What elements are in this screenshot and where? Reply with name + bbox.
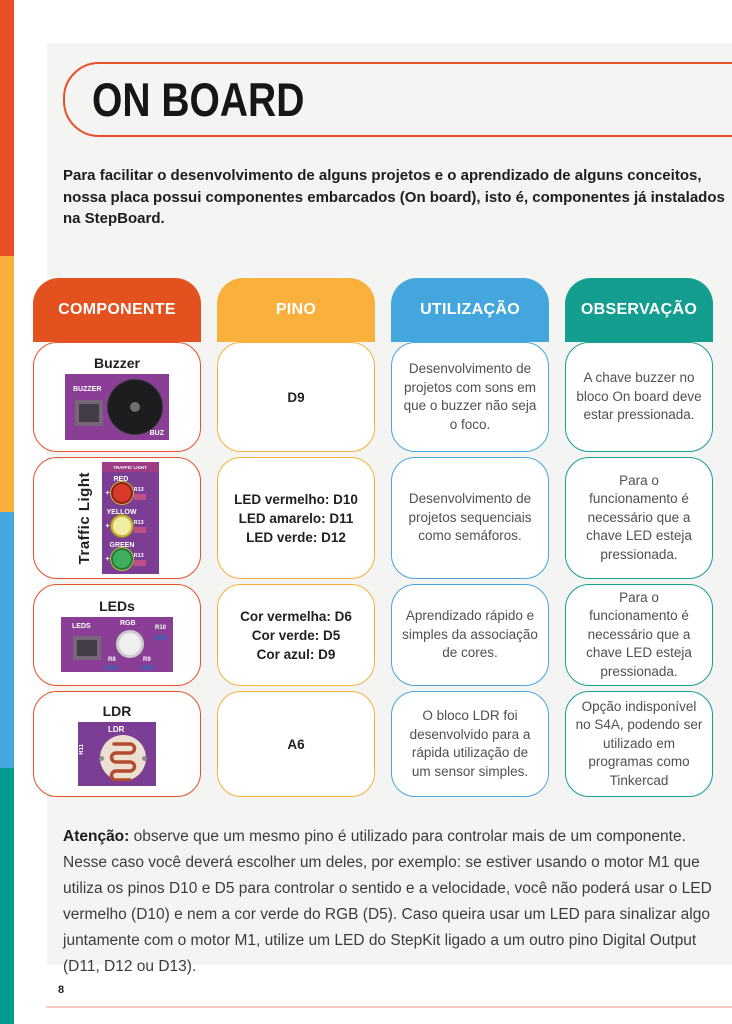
ldr-board-image xyxy=(78,722,156,786)
cell-trafficlight-note xyxy=(565,457,713,579)
header-pino: PINO xyxy=(217,278,375,342)
attention-paragraph xyxy=(63,824,712,980)
trafficlight-title: TRAFFIC LIGHT xyxy=(102,462,159,472)
pin-value: LED vermelho: D10 xyxy=(234,491,358,507)
page-title: ON BOARD xyxy=(92,73,305,126)
ldr-board-text: LDR xyxy=(108,724,125,734)
led-group-red xyxy=(102,476,159,502)
resistor-icon xyxy=(134,527,146,533)
column-observacao xyxy=(565,278,713,802)
cell-leds-use xyxy=(391,584,549,686)
red-led-icon xyxy=(113,484,131,502)
cell-ldr-note xyxy=(565,691,713,797)
pin-value: LED amarelo: D11 xyxy=(238,510,354,526)
left-color-stripe xyxy=(0,0,14,1024)
column-pino xyxy=(217,278,375,802)
yellow-led-icon xyxy=(113,517,131,535)
stripe-segment-blue xyxy=(0,512,14,768)
column-utilizacao xyxy=(391,278,549,802)
intro-line: Para facilitar o desenvolvimento de alguns projetos e o aprendizado de alguns conceitos, xyxy=(63,167,702,184)
attention-line: (D11, D12 ou D13). xyxy=(63,958,197,975)
cell-buzzer-component xyxy=(33,342,201,452)
resistor-label: R13 xyxy=(133,519,144,526)
component-label-vertical: Traffic Light xyxy=(75,471,93,565)
plus-mark: + xyxy=(105,555,110,563)
stripe-segment-yellow xyxy=(0,256,14,512)
footer-divider-line xyxy=(46,1006,732,1008)
cell-leds-note xyxy=(565,584,713,686)
cell-leds-pin xyxy=(217,584,375,686)
component-label: Buzzer xyxy=(94,354,140,371)
component-label: LEDs xyxy=(99,598,135,614)
cell-trafficlight-component xyxy=(33,457,201,579)
rgb-label: RGB xyxy=(120,620,136,627)
resistor-label: R13 xyxy=(133,552,144,559)
note-text: Opção indisponível no S4A, podendo ser utilizado em programas como Tinkercad xyxy=(575,698,703,788)
pin-value: Cor vermelha: D6 xyxy=(240,608,352,624)
led-label: GREEN xyxy=(109,542,135,549)
use-text: Desenvolvimento de projetos sequenciais como semáforos. xyxy=(408,491,532,544)
header-componente: COMPONENTE xyxy=(33,278,201,342)
led-group-green xyxy=(102,542,159,568)
r10-label: R10 xyxy=(154,625,166,631)
r9-resistor-icon xyxy=(141,665,154,670)
attention-text: observe que um mesmo pino é utilizado para controlar mais de um componente. xyxy=(129,828,686,845)
buz-label: BUZ xyxy=(149,429,164,437)
buzzer-board-image xyxy=(65,374,169,440)
ldr-squiggle-icon xyxy=(100,735,146,781)
green-led-icon xyxy=(113,550,131,568)
component-label: LDR xyxy=(102,702,132,719)
cell-trafficlight-use xyxy=(391,457,549,579)
pin-value: A6 xyxy=(287,736,305,752)
leds-board-image xyxy=(61,617,173,672)
rgb-led-icon xyxy=(116,630,144,658)
note-text: A chave buzzer no bloco On board deve estar pressionada. xyxy=(576,370,702,423)
cell-buzzer-pin xyxy=(217,342,375,452)
attention-label: Atenção: xyxy=(63,828,130,845)
note-text: Para o funcionamento é necessário que a chave LED esteja pressionada. xyxy=(586,472,692,562)
leds-board-text: LEDS xyxy=(72,623,91,630)
pin-value: LED verde: D12 xyxy=(246,529,346,545)
header-observacao: OBSERVAÇÃO xyxy=(565,278,713,342)
use-text: Desenvolvimento de projetos com sons em que o buzzer não seja o foco. xyxy=(403,361,537,432)
resistor-icon xyxy=(134,494,146,500)
cell-buzzer-use xyxy=(391,342,549,452)
attention-line: Nesse caso você deverá escolher um deles, por exemplo: se estiver usando o motor M1 que xyxy=(63,854,700,871)
r8-label: R8 xyxy=(108,657,116,663)
intro-paragraph xyxy=(63,165,725,230)
r11-label: R11 xyxy=(79,743,85,755)
resistor-icon xyxy=(134,560,146,566)
attention-line: juntamente com o motor M1, utilize um LED do StepKit ligado a um outro pino Digital Output xyxy=(63,932,697,949)
pin-value: Cor azul: D9 xyxy=(256,646,336,662)
cell-ldr-component xyxy=(33,691,201,797)
plus-mark: + xyxy=(105,489,110,497)
ldr-sensor-icon xyxy=(100,735,146,781)
buzzer-button-icon xyxy=(75,400,103,426)
cell-trafficlight-pin xyxy=(217,457,375,579)
cell-ldr-use xyxy=(391,691,549,797)
r9-label: R9 xyxy=(143,657,151,663)
note-text: Para o funcionamento é necessário que a chave LED esteja pressionada. xyxy=(586,589,692,679)
pin-value: Cor verde: D5 xyxy=(251,627,341,643)
use-text: O bloco LDR foi desenvolvido para a rápida utilização de um sensor simples. xyxy=(409,708,531,779)
leds-button-icon xyxy=(73,636,101,660)
title-box xyxy=(63,62,732,137)
trafficlight-board-image xyxy=(102,462,159,574)
cell-ldr-pin xyxy=(217,691,375,797)
buzzer-disc-icon xyxy=(107,379,163,435)
intro-line: nossa placa possui componentes embarcados (On board), isto é, componentes já instalados xyxy=(63,188,725,206)
stripe-segment-red xyxy=(0,0,14,256)
ldr-pad-right xyxy=(142,756,147,761)
stripe-segment-teal xyxy=(0,768,14,1024)
intro-line: na StepBoard. xyxy=(63,210,165,227)
r8-resistor-icon xyxy=(105,665,118,670)
attention-line: vermelho (D10) e nem a cor verde do RGB (D5). Caso queira usar um LED para sinalizar algo xyxy=(63,906,710,923)
cell-leds-component xyxy=(33,584,201,686)
r10-resistor-icon xyxy=(154,635,167,640)
use-text: Aprendizado rápido e simples da associação de cores. xyxy=(402,608,538,661)
column-componente xyxy=(33,278,201,802)
led-label: RED xyxy=(113,476,129,483)
trafficlight-wrap xyxy=(76,462,159,574)
buzzer-board-text: BUZZER xyxy=(73,385,102,393)
resistor-label: R13 xyxy=(133,486,144,493)
header-utilizacao: UTILIZAÇÃO xyxy=(391,278,549,342)
attention-line xyxy=(63,824,712,850)
plus-mark: + xyxy=(105,522,110,530)
led-label: YELLOW xyxy=(106,509,137,516)
cell-buzzer-note xyxy=(565,342,713,452)
attention-line: utiliza os pinos D10 e D5 para controlar o sentido e a velocidade, você não poderá usar o LED xyxy=(63,880,712,897)
led-group-yellow xyxy=(102,509,159,535)
ldr-pad-left xyxy=(99,756,104,761)
pin-value: D9 xyxy=(287,389,305,405)
page-number: 8 xyxy=(58,984,65,996)
